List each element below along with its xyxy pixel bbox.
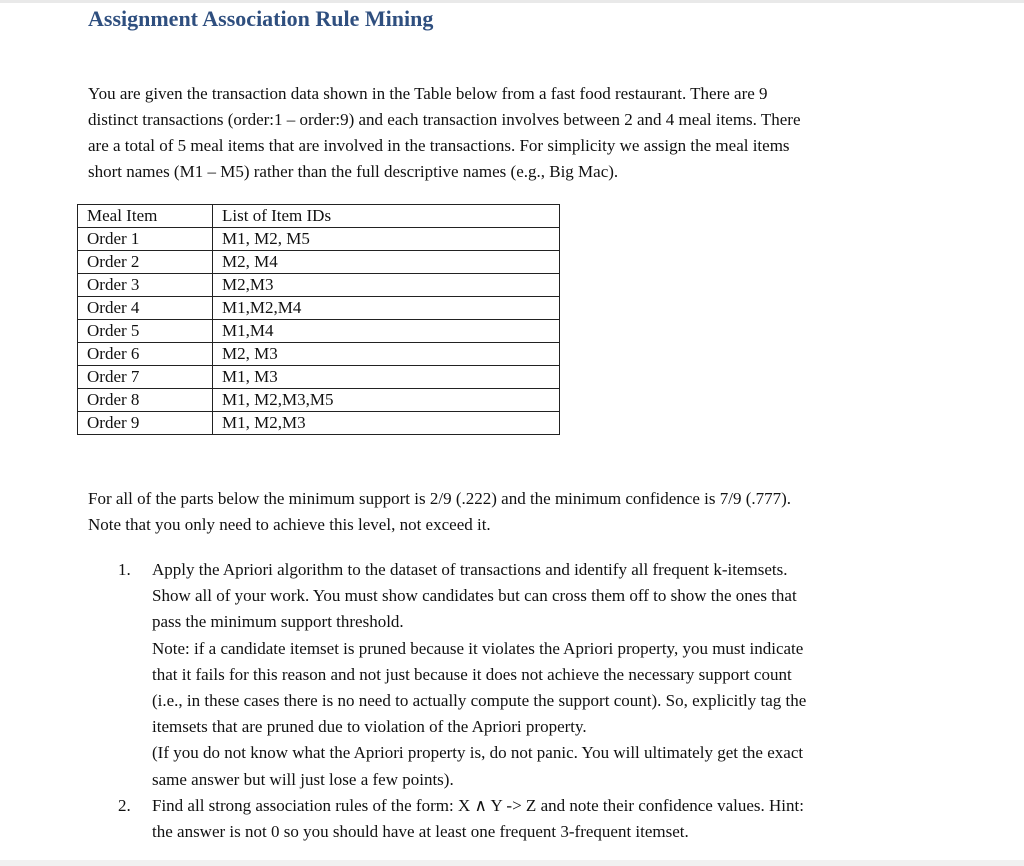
- min-support-line: Note that you only need to achieve this level, not exceed it.: [88, 515, 491, 534]
- page-title: Assignment Association Rule Mining: [88, 6, 434, 31]
- intro-line: short names (M1 – M5) rather than the full descriptive names (e.g., Big Mac).: [88, 162, 619, 181]
- question-line: (If you do not know what the Apriori property is, do not panic. You will ultimately get the exact: [152, 743, 804, 763]
- items-cell: M2,M3: [213, 274, 560, 297]
- question-line: Find all strong association rules of the form: X ∧ Y -> Z and note their confidence values. Hint:: [152, 795, 804, 815]
- question-line: Show all of your work. You must show candidates but can cross them off to show the ones that: [152, 586, 797, 606]
- question-number: 1.: [118, 560, 131, 579]
- table-header-row: [78, 205, 560, 228]
- table-row: [78, 297, 560, 320]
- order-cell: Order 7: [78, 366, 213, 389]
- transactions-table: [77, 204, 560, 435]
- items-cell: M1, M2,M3: [213, 412, 560, 435]
- items-cell: M1, M2,M3,M5: [213, 389, 560, 412]
- intro-line: distinct transactions (order:1 – order:9) and each transaction involves between 2 and 4 meal items. There: [88, 110, 801, 129]
- items-cell: M1, M3: [213, 366, 560, 389]
- header-item-ids: List of Item IDs: [213, 205, 560, 228]
- question-item: [118, 557, 928, 793]
- question-line: itemsets that are pruned due to violation of the Apriori property.: [152, 717, 587, 737]
- items-cell: M2, M4: [213, 251, 560, 274]
- intro-line: You are given the transaction data shown in the Table below from a fast food restaurant. There are 9: [88, 84, 768, 103]
- table-row: [78, 343, 560, 366]
- table-row: [78, 274, 560, 297]
- order-cell: Order 4: [78, 297, 213, 320]
- items-cell: M1,M4: [213, 320, 560, 343]
- question-line: pass the minimum support threshold.: [152, 612, 404, 632]
- question-line: Note: if a candidate itemset is pruned because it violates the Apriori property, you must indicate: [152, 638, 804, 658]
- header-meal-item: Meal Item: [78, 205, 213, 228]
- question-list: [118, 557, 928, 845]
- table-row: [78, 412, 560, 435]
- items-cell: M2, M3: [213, 343, 560, 366]
- bottom-divider: [0, 860, 1024, 866]
- top-divider: [0, 0, 1024, 3]
- table-row: [78, 228, 560, 251]
- order-cell: Order 8: [78, 389, 213, 412]
- question-number: 2.: [118, 795, 131, 815]
- order-cell: Order 2: [78, 251, 213, 274]
- items-cell: M1, M2, M5: [213, 228, 560, 251]
- order-cell: Order 3: [78, 274, 213, 297]
- order-cell: Order 1: [78, 228, 213, 251]
- min-support-line: For all of the parts below the minimum support is 2/9 (.222) and the minimum confidence is 7/9 (.777).: [88, 489, 792, 508]
- question-line: that it fails for this reason and not just because it does not achieve the necessary support count: [152, 664, 792, 684]
- table-row: [78, 389, 560, 412]
- table-row: [78, 251, 560, 274]
- intro-line: are a total of 5 meal items that are involved in the transactions. For simplicity we assign the meal items: [88, 136, 790, 155]
- question-item: [118, 793, 928, 845]
- question-line: (i.e., in these cases there is no need to actually compute the support count). So, explicitly tag the: [152, 691, 807, 711]
- table-row: [78, 366, 560, 389]
- question-line: Apply the Apriori algorithm to the dataset of transactions and identify all frequent k-itemsets.: [152, 560, 788, 579]
- question-line: same answer but will just lose a few points).: [152, 769, 454, 789]
- order-cell: Order 6: [78, 343, 213, 366]
- min-support-paragraph: [88, 486, 928, 538]
- order-cell: Order 5: [78, 320, 213, 343]
- question-line: the answer is not 0 so you should have at least one frequent 3-frequent itemset.: [152, 822, 689, 842]
- intro-paragraph: [88, 81, 928, 185]
- order-cell: Order 9: [78, 412, 213, 435]
- table-row: [78, 320, 560, 343]
- items-cell: M1,M2,M4: [213, 297, 560, 320]
